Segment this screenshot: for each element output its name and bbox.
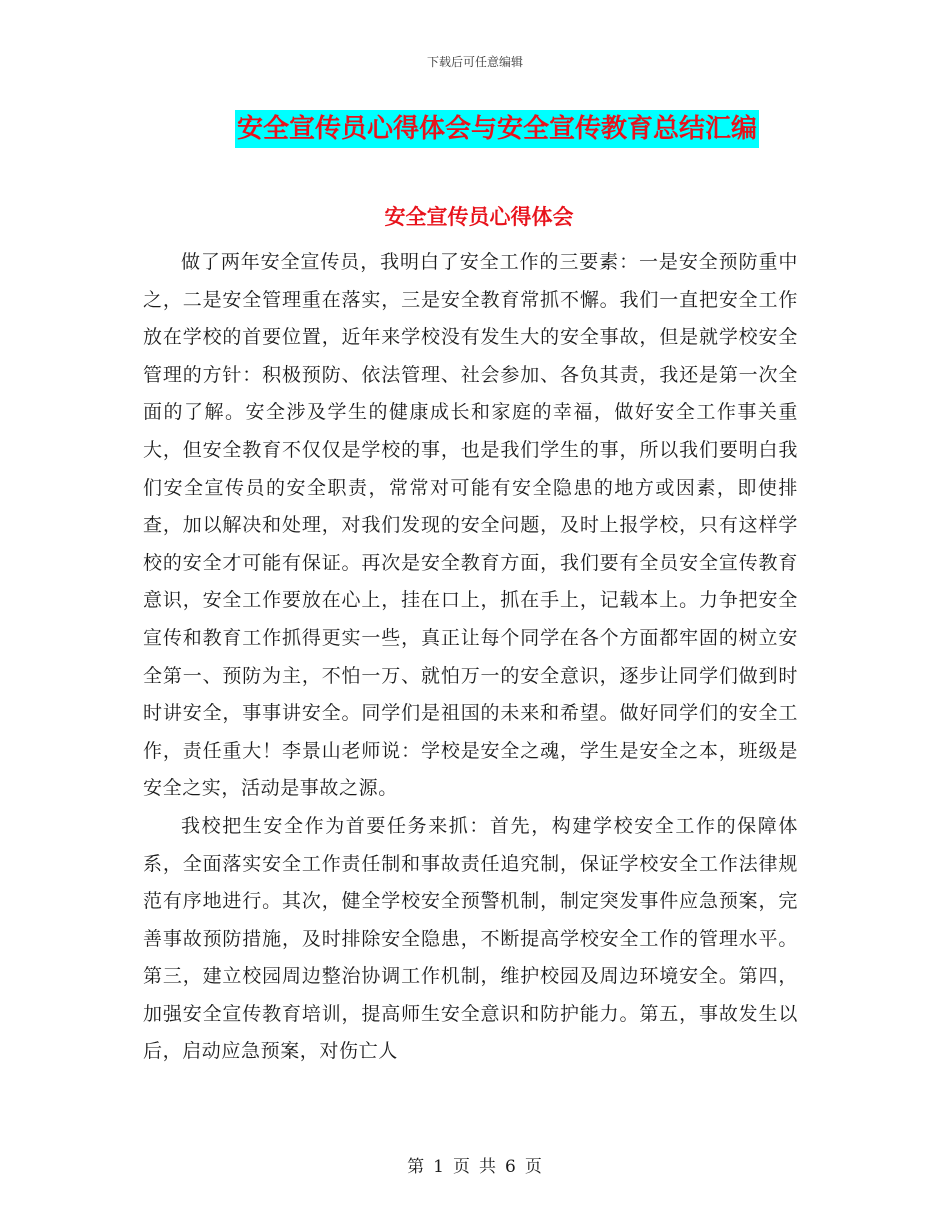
- footer-total-prefix: 共: [479, 1157, 497, 1177]
- footer-suffix: 页: [524, 1157, 543, 1177]
- footer-current-page: 1: [433, 1157, 445, 1177]
- footer-total-pages: 6: [505, 1157, 517, 1177]
- document-title-wrap: [0, 110, 950, 148]
- footer-page-word: 页: [453, 1157, 471, 1177]
- body-paragraph-1: 做了两年安全宣传员，我明白了安全工作的三要素：一是安全预防重中之，二是安全管理重在落实，三是安全教育常抓不懈。我们一直把安全工作放在学校的首要位置，近年来学校没有发生大的安全事故，但是就学校安全管理的方针：积极预防、依法管理、社会参加、各负其责，我还是第一次全面的了解。安全涉及学生的健康成长和家庭的幸福，做好安全工作事关重大，但安全教育不仅仅是学校的事，也是我们学生的事，所以我们要明白我们安全宣传员的安全职责，常常对可能有安全隐患的地方或因素，即使排查，加以解决和处理，对我们发现的安全问题，及时上报学校，只有这样学校的安全才可能有保证。再次是安全教育方面，我们要有全员安全宣传教育意识，安全工作要放在心上，挂在口上，抓在手上，记载本上。力争把安全宣传和教育工作抓得更实一些，真正让每个同学在各个方面都牢固的树立安全第一、预防为主，不怕一万、就怕万一的安全意识，逐步让同学们做到时时讲安全，事事讲安全。同学们是祖国的未来和希望。做好同学们的安全工作，责任重大！李景山老师说：学校是安全之魂，学生是安全之本，班级是安全之实，活动是事故之源。: [143, 251, 798, 800]
- document-body: [143, 244, 798, 1071]
- page-footer: [0, 1152, 950, 1177]
- body-paragraph-2: 我校把生安全作为首要任务来抓：首先，构建学校安全工作的保障体系，全面落实安全工作责任制和事故责任追究制，保证学校安全工作法律规范有序地进行。其次，健全学校安全预警机制，制定突发事件应急预案，完善事故预防措施，及时排除安全隐患，不断提高学校安全工作的管理水平。第三，建立校园周边整治协调工作机制，维护校园及周边环境安全。第四，加强安全宣传教育培训，提高师生安全意识和防护能力。第五，事故发生以后，启动应急预案，对伤亡人: [143, 814, 798, 1063]
- footer-prefix: 第: [407, 1157, 426, 1177]
- header-note: 下载后可任意编辑: [426, 55, 523, 69]
- section-title: 安全宣传员心得体会: [384, 205, 574, 229]
- document-title: 安全宣传员心得体会与安全宣传教育总结汇编: [235, 110, 759, 148]
